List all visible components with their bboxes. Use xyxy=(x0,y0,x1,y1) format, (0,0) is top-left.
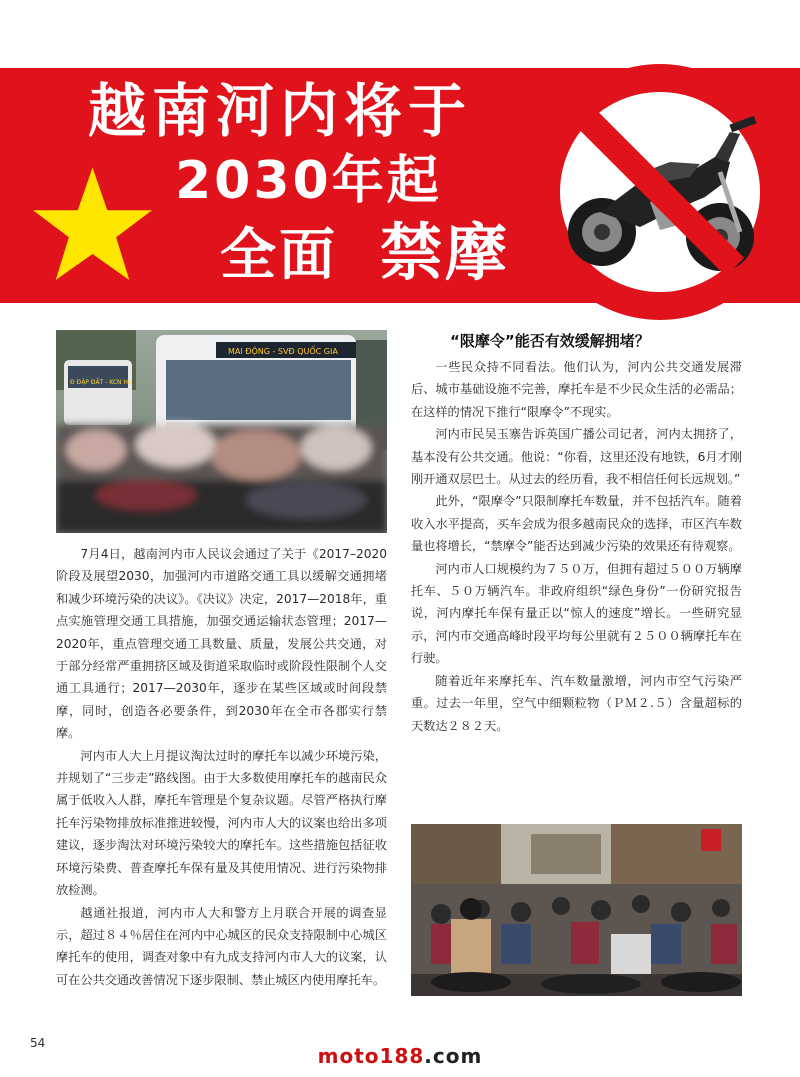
site-name: moto188 xyxy=(317,1044,425,1068)
page-number: 54 xyxy=(30,1036,46,1050)
paragraph: 随着近年来摩托车、汽车数量激增，河内市空气污染严重。过去一年里，空气中细颗粒物（ＰＭ２.５）含量超标的天数达２８２天。 xyxy=(411,673,742,733)
site-tld: .com xyxy=(424,1044,483,1068)
star-icon xyxy=(30,165,155,285)
article-column-right xyxy=(411,356,742,737)
paragraph: 此外，“限摩令”只限制摩托车数量，并不包括汽车。随着收入水平提高，买车会成为很多越南民众的选择，市区汽车数量也将增长，“禁摩令”能否达到减少污染的效果还有待观察。 xyxy=(411,494,742,554)
no-motorcycle-sign-icon xyxy=(530,62,790,322)
paragraph: 越通社报道，河内市人大和警方上月联合开展的调查显示，超过８４％居住在河内中心城区的民众支持限制中心城区摩托车的使用，调查对象中有九成支持河内市人大的议案，认可在公共交通改善情况下逐步限制、禁止城区内使用摩托车。 xyxy=(56,905,387,987)
section-subheading: “限摩令”能否有效缓解拥堵？ xyxy=(450,332,650,350)
bus-sign-left: Đ ĐẬP ĐẤT - KCN HN xyxy=(70,379,133,386)
article-column-left xyxy=(56,543,387,991)
paragraph: 7月4日，越南河内市人民议会通过了关于《2017–2020阶段及展望2030，加强河内市道路交通工具以缓解交通拥堵和减少环境污染的决议》。《决议》决定，2017—2018年，重点实施管理交通工具措施，加强交通运输状态管理；2017—2020年，重点管理交通工具数量、质量，发展公共交通，对于部分经常严重拥挤区域及街道采取临时或阶段性限制个人交通工具通行；2017—2030年，逐步在某些区域或时间段禁摩，同时，创造各必要条件，到2030年在全市各郡实行禁摩。 xyxy=(56,547,387,741)
paragraph: 一些民众持不同看法。他们认为，河内公共交通发展滞后、城市基础设施不完善，摩托车是不少民众生活的必需品；在这样的情况下推行“限摩令”不现实。 xyxy=(411,360,742,419)
headline-line-1: 越南河内将于 xyxy=(88,77,473,145)
paragraph: 河内市民吴玉寨告诉英国广播公司记者，河内太拥挤了，基本没有公共交通。他说：“你看，这里还没有地铁，6月才刚刚开通双层巴士。从过去的经历看，我不相信任何长远规划。” xyxy=(411,427,742,487)
bus-sign-main: MAI ĐỘNG - SVĐ QUỐC GIA xyxy=(228,347,338,356)
traffic-photo-buses xyxy=(56,330,387,533)
paragraph: 河内市人大上月提议淘汰过时的摩托车以减少环境污染，并规划了“三步走”路线图。由于大多数使用摩托车的越南民众属于低收入人群，摩托车管理是个复杂议题。尽管严格执行摩托车污染物排放标准推进较慢，河内市人大的议案也给出多项建议，逐步淘汰对环境污染较大的摩托车。这些措施包括征收环境污染费、普查摩托车保有量及其使用情况、进行污染物排放检测。 xyxy=(56,748,387,898)
headline-line-3b: 禁摩 xyxy=(380,216,511,289)
headline-line-2: 2030年起 xyxy=(175,151,442,211)
traffic-photo-motorcycles xyxy=(411,824,742,996)
paragraph: 河内市人口规模约为７５０万，但拥有超过５００万辆摩托车、５０万辆汽车。非政府组织“绿色身份”一份研究报告说，河内摩托车保有量正以“惊人的速度”增长。一些研究显示，河内市交通高峰时段平均每公里就有２５００辆摩托车在行驶。 xyxy=(411,561,742,666)
site-watermark xyxy=(0,1044,800,1068)
headline-line-3a: 全面 xyxy=(220,223,338,288)
